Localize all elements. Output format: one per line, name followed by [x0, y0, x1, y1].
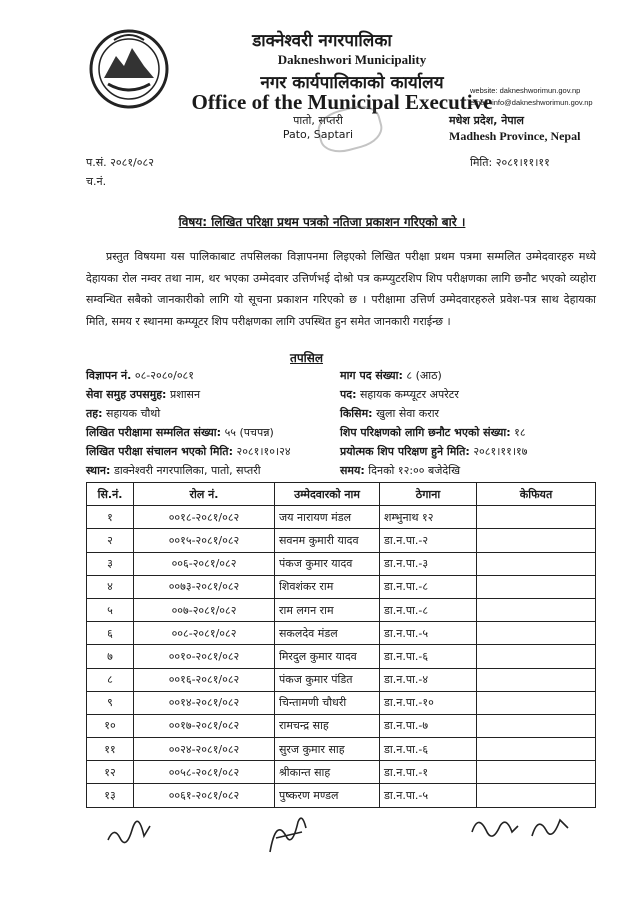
cell-name: श्रीकान्त साह — [275, 761, 380, 784]
table-row — [87, 668, 596, 691]
cell-name: सुरज कुमार साह — [275, 738, 380, 761]
cell-name: पंकज कुमार यादव — [275, 552, 380, 575]
table-row — [87, 714, 596, 737]
cell-remarks — [477, 529, 596, 552]
cell-name: जय नारायण मंडल — [275, 506, 380, 529]
cell-address: डा.न.पा.-६ — [380, 738, 477, 761]
cell-roll: ००७-२०८१/०८२ — [134, 598, 275, 621]
table-row — [87, 506, 596, 529]
table-row — [87, 738, 596, 761]
website-text: website: dakneshworimun.gov.np — [470, 86, 581, 95]
chalani-number: च.नं. — [86, 175, 107, 188]
cell-address: डा.न.पा.-३ — [380, 552, 477, 575]
cell-remarks — [477, 668, 596, 691]
cell-serial: २ — [87, 529, 134, 552]
table-row — [87, 529, 596, 552]
cell-remarks — [477, 575, 596, 598]
signature-1 — [104, 818, 154, 848]
cell-remarks — [477, 738, 596, 761]
municipality-title-en: Dakneshwori Municipality — [277, 52, 427, 67]
level: तह: सहायक चौथो — [86, 407, 161, 420]
cell-serial: १३ — [87, 784, 134, 807]
location-np: पातो, सप्तरी — [293, 114, 343, 127]
col-name: उम्मेदवारको नाम — [275, 483, 380, 506]
cell-serial: १२ — [87, 761, 134, 784]
table-row — [87, 598, 596, 621]
location-en: Pato, Saptari — [282, 128, 354, 141]
office-title-en: Office of the Municipal Executive — [191, 90, 493, 114]
cell-address: डा.न.पा.-७ — [380, 714, 477, 737]
details-heading: तपसिल — [290, 351, 324, 365]
cell-remarks — [477, 784, 596, 807]
cell-roll: ००१७-२०८१/०८२ — [134, 714, 275, 737]
cell-address: डा.न.पा.-५ — [380, 784, 477, 807]
signature-3 — [466, 808, 576, 854]
practical-date: प्रयोत्मक शिप परिक्षण हुने मिति: २०८१।११।१७ — [340, 445, 528, 458]
table-row — [87, 761, 596, 784]
posts-count: माग पद संख्या: ८ (आठ) — [340, 369, 442, 382]
cell-remarks — [477, 552, 596, 575]
cell-name: रामचन्द्र साह — [275, 714, 380, 737]
office-title-np: नगर कार्यपालिकाको कार्यालय — [260, 73, 444, 93]
cell-address: डा.न.पा.-८ — [380, 575, 477, 598]
exam-date: लिखित परीक्षा संचालन भएको मिति: २०८१।१०।२४ — [86, 445, 291, 458]
email-text: email :info@dakneshworimun.gov.np — [470, 98, 593, 107]
cell-name: सवनम कुमारी यादव — [275, 529, 380, 552]
cell-remarks — [477, 645, 596, 668]
cell-roll: ००८-२०८१/०८२ — [134, 622, 275, 645]
recruitment-type: किसिम: खुला सेवा करार — [340, 407, 440, 420]
cell-address: डा.न.पा.-८ — [380, 598, 477, 621]
cell-remarks — [477, 761, 596, 784]
province-en: Madhesh Province, Nepal — [449, 129, 581, 143]
province-np: मधेश प्रदेश, नेपाल — [449, 114, 524, 127]
cell-roll: ००६-२०८१/०८२ — [134, 552, 275, 575]
cell-name: चिन्तामणी चौधरी — [275, 691, 380, 714]
cell-roll: ००१०-२०८१/०८२ — [134, 645, 275, 668]
cell-name: मिरदुल कुमार यादव — [275, 645, 380, 668]
cell-address: डा.न.पा.-६ — [380, 645, 477, 668]
cell-roll: ००५८-२०८१/०८२ — [134, 761, 275, 784]
cell-address: डा.न.पा.-१ — [380, 761, 477, 784]
cell-roll: ००१८-२०८१/०८२ — [134, 506, 275, 529]
selected-count: शिप परिक्षणको लागि छनौट भएको संख्या: १८ — [340, 426, 526, 439]
table-header-row — [87, 483, 596, 506]
cell-remarks — [477, 691, 596, 714]
cell-roll: ००२४-२०८१/०८२ — [134, 738, 275, 761]
table-row — [87, 645, 596, 668]
venue: स्थान: डाक्नेश्वरी नगरपालिका, पातो, सप्तरी — [86, 464, 261, 477]
cell-address: डा.न.पा.-२ — [380, 529, 477, 552]
cell-serial: ३ — [87, 552, 134, 575]
table-row — [87, 575, 596, 598]
cell-remarks — [477, 598, 596, 621]
exam-time: समय: दिनको १२:०० बजेदेखि — [340, 464, 461, 477]
cell-serial: १० — [87, 714, 134, 737]
service-group: सेवा समुह उपसमुह: प्रशासन — [86, 388, 201, 401]
col-remarks: केफियत — [477, 483, 596, 506]
reference-number: प.सं. २०८१/०८२ — [86, 156, 154, 169]
col-serial: सि.नं. — [87, 483, 134, 506]
subject-line: विषय: लिखित परिक्षा प्रथम पत्रको नतिजा प्रकाशन गरिएको बारे । — [178, 215, 466, 229]
notice-paragraph: प्रस्तुत विषयमा यस पालिकाबाट तपसिलका विज्ञापनमा लिइएको लिखित परीक्षा प्रथम पत्रमा सम्मलित उम्मेदवारहरु मध्ये देहायका रोल नम्वर तथा नाम, थर भएका उम्मेदवार उत्तिर्णभई दोश्रो पत्र कम्प्युटरशिप शिप परीक्षणका लागि छनौट भएको व्यहोरा सम्वन्धित सबैको जानकारीको लागि यो सूचना प्रकाशन गरिएको छ । परीक्षामा उत्तिर्ण उम्मेदवारहरुले प्रवेश-पत्र साथ देहायका मिति, समय र स्थानमा कम्प्यूटर शिप परीक्षणका लागि उपस्थित हुन समेत जानकारी गराईन्छ । — [86, 250, 596, 328]
cell-address: शम्भुनाथ १२ — [380, 506, 477, 529]
cell-serial: ६ — [87, 622, 134, 645]
post-name: पद: सहायक कम्प्यूटर अपरेटर — [340, 388, 459, 401]
cell-serial: ११ — [87, 738, 134, 761]
cell-name: पुष्करण मण्डल — [275, 784, 380, 807]
col-roll: रोल नं. — [134, 483, 275, 506]
cell-name: राम लगन राम — [275, 598, 380, 621]
cell-roll: ००६१-२०८१/०८२ — [134, 784, 275, 807]
table-row — [87, 691, 596, 714]
cell-roll: ००१५-२०८१/०८२ — [134, 529, 275, 552]
cell-serial: ५ — [87, 598, 134, 621]
cell-roll: ००१६-२०८१/०८२ — [134, 668, 275, 691]
cell-name: सकलदेव मंडल — [275, 622, 380, 645]
table-row — [87, 784, 596, 807]
letter-date: मिति: २०८१।११।११ — [470, 156, 550, 169]
cell-name: पंकज कुमार पंडित — [275, 668, 380, 691]
cell-address: डा.न.पा.-५ — [380, 622, 477, 645]
cell-serial: ९ — [87, 691, 134, 714]
cell-serial: ८ — [87, 668, 134, 691]
table-row — [87, 622, 596, 645]
cell-serial: ४ — [87, 575, 134, 598]
cell-serial: ७ — [87, 645, 134, 668]
cell-address: डा.न.पा.-१० — [380, 691, 477, 714]
signature-2 — [262, 808, 314, 858]
cell-remarks — [477, 506, 596, 529]
cell-roll: ००७३-२०८१/०८२ — [134, 575, 275, 598]
table-row — [87, 552, 596, 575]
cell-roll: ००१४-२०८१/०८२ — [134, 691, 275, 714]
cell-name: शिवशंकर राम — [275, 575, 380, 598]
cell-remarks — [477, 714, 596, 737]
municipality-title-np: डाक्नेश्वरी नगरपालिका — [252, 31, 392, 51]
col-address: ठेगाना — [380, 483, 477, 506]
advertisement-number: विज्ञापन नं. ०८-२०८०/०८१ — [86, 369, 194, 382]
cell-serial: १ — [87, 506, 134, 529]
results-table — [86, 482, 596, 808]
cell-remarks — [477, 622, 596, 645]
participants-count: लिखित परीक्षामा सम्मलित संख्या: ५५ (पचपन्न) — [86, 426, 274, 439]
cell-address: डा.न.पा.-४ — [380, 668, 477, 691]
